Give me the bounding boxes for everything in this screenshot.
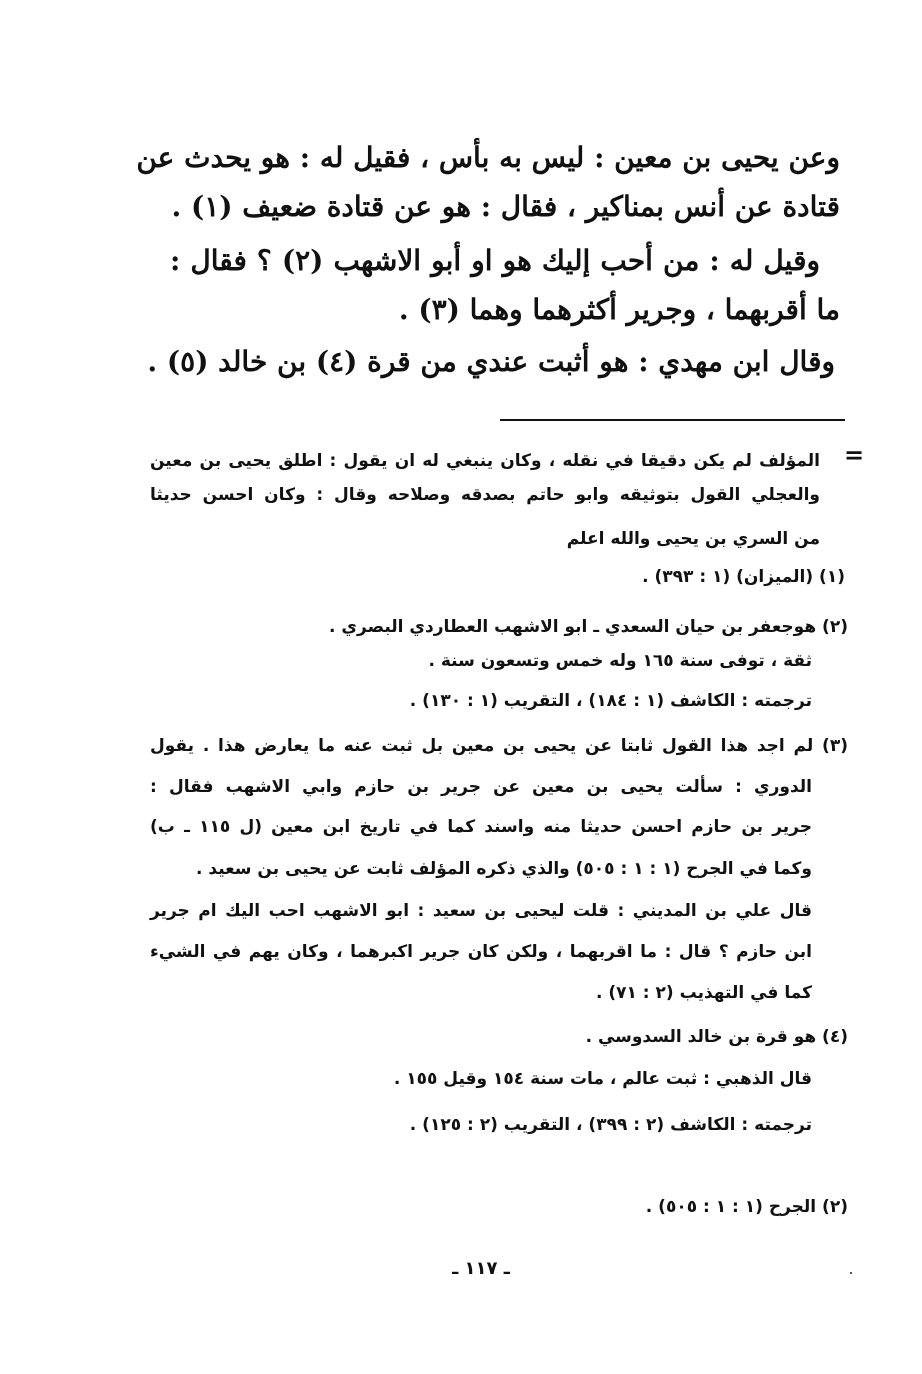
footnote-3-line-2: الدوري : سألت يحيى بن معين عن جرير بن حازم وابي الاشهب فقال :	[150, 777, 812, 797]
page-number: ـ ١١٧ ـ	[452, 1258, 510, 1279]
footnote-line-2: والعجلي القول بتوثيقه وابو حاتم بصدقه وصلاحه وقال : وكان احسن حديثا	[150, 485, 820, 505]
main-text-line-2: قتادة عن أنس بمناكير ، فقال : هو عن قتادة ضعيف (١) .	[171, 190, 840, 223]
footnote-3-line-4: وكما في الجرح (١ : ١ : ٥٠٥) والذي ذكره المؤلف ثابت عن يحيى بن سعيد .	[196, 859, 812, 879]
footnote-3-line-5: قال علي بن المديني : قلت ليحيى بن سعيد : ابو الاشهب احب اليك ام جرير	[150, 901, 812, 921]
footnote-divider	[500, 419, 845, 421]
main-text-line-3: وقيل له : من أحب إليك هو او أبو الاشهب (٢) ؟ فقال :	[170, 244, 820, 277]
footnote-4: (٤) هو قرة بن خالد السدوسي .	[585, 1027, 848, 1047]
footnote-extra: (٢) الجرح (١ : ١ : ٥٠٥) .	[645, 1197, 848, 1217]
footnote-3: (٣) لم اجد هذا القول ثابتا عن يحيى بن معين بل ثبت عنه ما يعارض هذا . يقول	[150, 736, 848, 756]
scan-speck	[850, 1272, 852, 1274]
footnote-line-1: المؤلف لم يكن دقيقا في نقله ، وكان ينبغي له ان يقول : اطلق يحيى بن معين	[150, 451, 820, 471]
footnote-4-line-3: ترجمته : الكاشف (٢ : ٣٩٩) ، التقريب (٢ : ١٢٥) .	[409, 1115, 812, 1135]
main-text-line-5: وقال ابن مهدي : هو أثبت عندي من قرة (٤) بن خالد (٥) .	[147, 345, 835, 378]
footnote-3-line-3: جرير بن حازم احسن حديثا منه واسند كما في تاريخ ابن معين (ل ١١٥ ـ ب)	[150, 817, 813, 837]
footnote-3-line-7: كما في التهذيب (٢ : ٧١) .	[595, 983, 812, 1003]
footnote-4-line-2: قال الذهبي : ثبت عالم ، مات سنة ١٥٤ وقيل ١٥٥ .	[393, 1069, 812, 1089]
footnote-line-3: من السري بن يحيى والله اعلم	[566, 529, 820, 549]
footnote-2-line-3: ترجمته : الكاشف (١ : ١٨٤) ، التقريب (١ : ١٣٠) .	[409, 691, 812, 711]
footnote-2: (٢) هوجعفر بن حيان السعدي ـ ابو الاشهب العطاردي البصري .	[329, 617, 848, 637]
footnote-3-line-6: ابن حازم ؟ قال : ما اقربهما ، ولكن كان جرير اكبرهما ، وكان يهم في الشيء	[150, 942, 812, 962]
main-text-line-4: ما أقربهما ، وجرير أكثرهما وهما (٣) .	[398, 293, 840, 326]
footnote-1: (١) (الميزان) (١ : ٣٩٣) .	[642, 567, 845, 587]
footnote-continuation-mark: =	[844, 441, 865, 469]
footnote-2-line-2: ثقة ، توفى سنة ١٦٥ وله خمس وتسعون سنة .	[428, 651, 812, 671]
main-text-line-1: وعن يحيى بن معين : ليس به بأس ، فقيل له : هو يحدث عن	[136, 141, 840, 174]
